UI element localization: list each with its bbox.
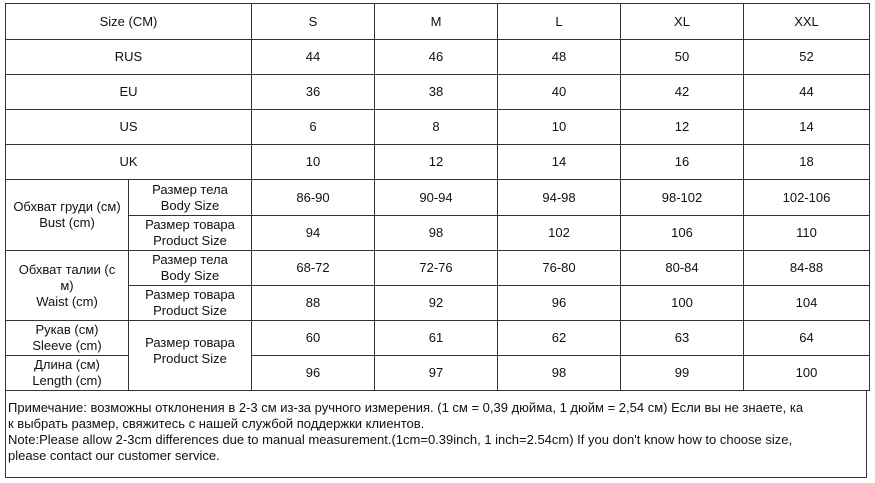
cell: 92 bbox=[375, 286, 498, 321]
cell: 96 bbox=[498, 286, 621, 321]
waist-product-ru: Размер товара bbox=[145, 287, 235, 302]
cell: 96 bbox=[252, 356, 375, 391]
bust-body-size-label bbox=[129, 180, 252, 216]
cell: 98 bbox=[375, 216, 498, 251]
cell: 76-80 bbox=[498, 251, 621, 286]
table-row bbox=[6, 40, 870, 75]
cell: 60 bbox=[252, 321, 375, 356]
cell: 18 bbox=[744, 145, 870, 180]
cell: 100 bbox=[621, 286, 744, 321]
bust-product-ru: Размер товара bbox=[145, 217, 235, 232]
cell: 6 bbox=[252, 110, 375, 145]
cell: 100 bbox=[744, 356, 870, 391]
cell: 42 bbox=[621, 75, 744, 110]
cell: 98-102 bbox=[621, 180, 744, 216]
cell: 50 bbox=[621, 40, 744, 75]
cell: 10 bbox=[252, 145, 375, 180]
cell: 44 bbox=[744, 75, 870, 110]
note-box bbox=[5, 390, 867, 478]
bust-label-ru: Обхват груди (см) bbox=[13, 199, 121, 214]
header-xl: XL bbox=[621, 4, 744, 40]
sleeve-label bbox=[6, 321, 129, 356]
cell: 48 bbox=[498, 40, 621, 75]
table-row bbox=[6, 145, 870, 180]
cell: 110 bbox=[744, 216, 870, 251]
bust-label bbox=[6, 180, 129, 251]
waist-label-ru-1: Обхват талии (с bbox=[18, 261, 116, 277]
waist-label-en: Waist (cm) bbox=[36, 293, 98, 309]
waist-body-size-label bbox=[129, 251, 252, 286]
cell: 40 bbox=[498, 75, 621, 110]
note-ru-line-1: Примечание: возможны отклонения в 2-3 см из-за ручного измерения. (1 см = 0,39 дюйма, 1 дюйм = 2,54 см) Если вы не знаете, ка bbox=[8, 400, 804, 415]
cell: 94-98 bbox=[498, 180, 621, 216]
waist-label-ru-2: м) bbox=[60, 277, 74, 293]
waist-product-size-label bbox=[129, 286, 252, 321]
cell: 98 bbox=[498, 356, 621, 391]
length-label-ru: Длина (см) bbox=[34, 357, 100, 372]
cell: 86-90 bbox=[252, 180, 375, 216]
cell: 36 bbox=[252, 75, 375, 110]
header-row bbox=[6, 4, 870, 40]
waist-product-en: Product Size bbox=[153, 303, 227, 318]
cell: 64 bbox=[744, 321, 870, 356]
table-row bbox=[6, 321, 870, 356]
waist-label bbox=[6, 251, 129, 321]
cell: 44 bbox=[252, 40, 375, 75]
bust-product-size-label bbox=[129, 216, 252, 251]
sleeve-label-ru: Рукав (см) bbox=[35, 322, 99, 337]
length-label bbox=[6, 356, 129, 391]
row-label-us: US bbox=[6, 110, 252, 145]
shared-product-size-label bbox=[129, 321, 252, 391]
shared-product-en: Product Size bbox=[153, 351, 227, 366]
cell: 62 bbox=[498, 321, 621, 356]
cell: 10 bbox=[498, 110, 621, 145]
row-label-uk: UK bbox=[6, 145, 252, 180]
cell: 46 bbox=[375, 40, 498, 75]
cell: 72-76 bbox=[375, 251, 498, 286]
table-row bbox=[6, 286, 870, 321]
waist-body-en: Body Size bbox=[160, 268, 220, 283]
header-m: M bbox=[375, 4, 498, 40]
cell: 80-84 bbox=[621, 251, 744, 286]
cell: 16 bbox=[621, 145, 744, 180]
bust-body-ru: Размер тела bbox=[152, 181, 228, 197]
bust-product-en: Product Size bbox=[153, 233, 227, 248]
cell: 104 bbox=[744, 286, 870, 321]
cell: 14 bbox=[744, 110, 870, 145]
cell: 38 bbox=[375, 75, 498, 110]
cell: 12 bbox=[621, 110, 744, 145]
table-row bbox=[6, 180, 870, 216]
cell: 8 bbox=[375, 110, 498, 145]
cell: 99 bbox=[621, 356, 744, 391]
header-l: L bbox=[498, 4, 621, 40]
cell: 14 bbox=[498, 145, 621, 180]
row-label-rus: RUS bbox=[6, 40, 252, 75]
cell: 63 bbox=[621, 321, 744, 356]
table-row bbox=[6, 216, 870, 251]
header-xxl: XXL bbox=[744, 4, 870, 40]
cell: 84-88 bbox=[744, 251, 870, 286]
cell: 61 bbox=[375, 321, 498, 356]
table-row bbox=[6, 110, 870, 145]
bust-body-en: Body Size bbox=[160, 197, 220, 213]
cell: 52 bbox=[744, 40, 870, 75]
header-size-cm: Size (CM) bbox=[6, 4, 252, 40]
table-row bbox=[6, 75, 870, 110]
length-label-en: Length (cm) bbox=[32, 373, 102, 388]
size-table bbox=[5, 3, 870, 391]
row-label-eu: EU bbox=[6, 75, 252, 110]
cell: 97 bbox=[375, 356, 498, 391]
header-s: S bbox=[252, 4, 375, 40]
cell: 88 bbox=[252, 286, 375, 321]
cell: 94 bbox=[252, 216, 375, 251]
note-en-line-1: Note:Please allow 2-3cm differences due to manual measurement.(1cm=0.39inch, 1 inch=2.54cm) If you don't know how to choose size, bbox=[8, 432, 793, 447]
cell: 68-72 bbox=[252, 251, 375, 286]
cell: 102-106 bbox=[744, 180, 870, 216]
size-chart bbox=[5, 3, 869, 479]
cell: 90-94 bbox=[375, 180, 498, 216]
sleeve-label-en: Sleeve (cm) bbox=[32, 338, 102, 353]
note-ru-line-2: к выбрать размер, свяжитесь с нашей службой поддержки клиентов. bbox=[8, 416, 425, 431]
cell: 12 bbox=[375, 145, 498, 180]
bust-label-en: Bust (cm) bbox=[39, 215, 95, 230]
waist-body-ru: Размер тела bbox=[152, 252, 228, 267]
cell: 102 bbox=[498, 216, 621, 251]
shared-product-ru: Размер товара bbox=[145, 335, 235, 350]
note-en-line-2: please contact our customer service. bbox=[8, 448, 220, 463]
cell: 106 bbox=[621, 216, 744, 251]
table-row bbox=[6, 251, 870, 286]
